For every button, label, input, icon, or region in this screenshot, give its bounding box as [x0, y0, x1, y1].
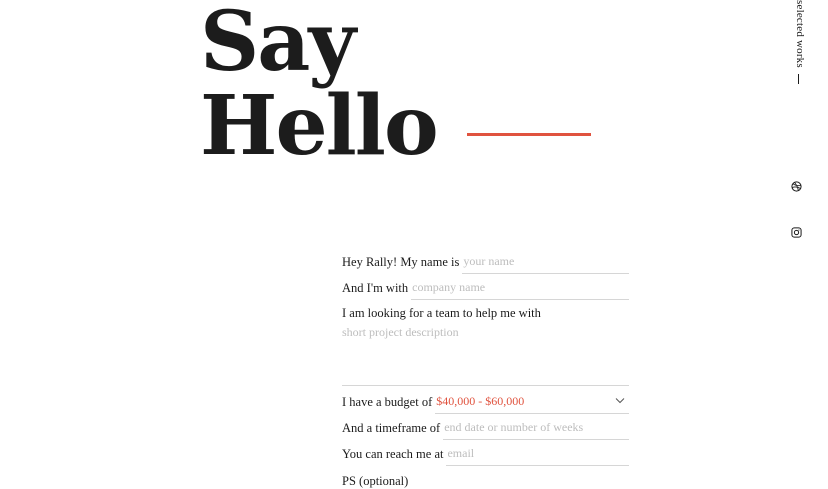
budget-label: I have a budget of: [342, 395, 433, 409]
budget-row: [342, 388, 629, 414]
rail-divider: [798, 74, 799, 84]
timeframe-input[interactable]: [443, 417, 629, 440]
project-description-input[interactable]: [342, 321, 629, 386]
page-headline: [200, 0, 437, 174]
ps-label: PS (optional): [342, 474, 409, 488]
side-rail: [768, 0, 828, 482]
chevron-down-icon: [615, 397, 625, 404]
selected-works-link[interactable]: selected works: [794, 0, 806, 68]
project-label: I am looking for a team to help me with: [342, 306, 541, 320]
accent-rule: [467, 133, 591, 136]
name-input[interactable]: [462, 251, 629, 274]
contact-form: [342, 248, 629, 489]
dribbble-icon[interactable]: [791, 181, 802, 192]
timeframe-row: [342, 414, 629, 440]
name-label: Hey Rally! My name is: [342, 255, 460, 269]
name-row: [342, 248, 629, 274]
instagram-icon[interactable]: [791, 227, 802, 238]
email-input[interactable]: [446, 443, 629, 466]
company-label: And I'm with: [342, 281, 409, 295]
budget-value: $40,000 - $60,000: [436, 394, 525, 408]
timeframe-label: And a timeframe of: [342, 421, 441, 435]
email-label: You can reach me at: [342, 447, 444, 461]
budget-select[interactable]: [435, 391, 629, 414]
email-row: [342, 440, 629, 466]
company-input[interactable]: [411, 277, 629, 300]
headline-line-hello: Hello: [200, 78, 437, 174]
headline-line-say: Say: [200, 0, 354, 90]
company-row: [342, 274, 629, 300]
